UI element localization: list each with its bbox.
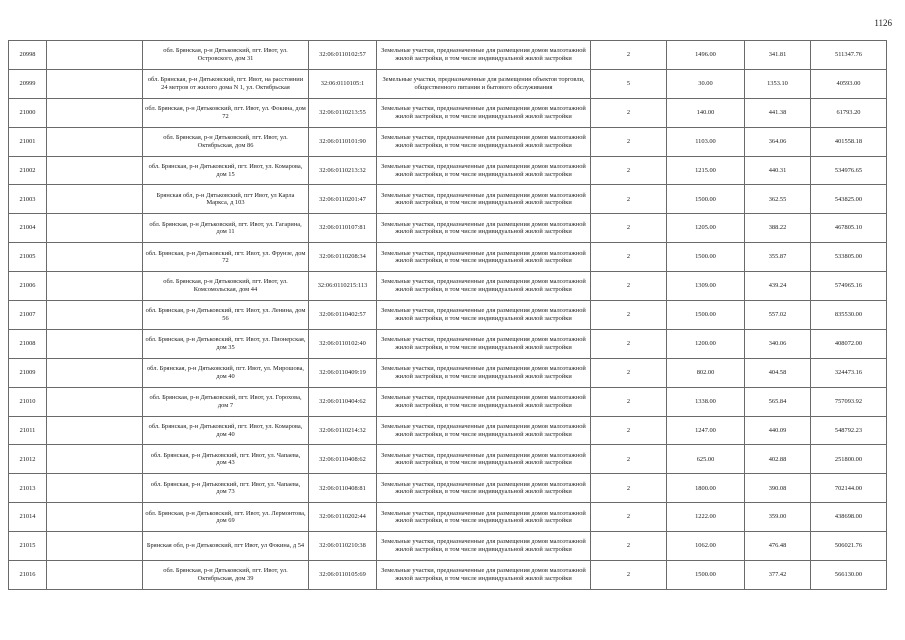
area-cell: 1309.00 bbox=[667, 272, 745, 301]
address-cell: обл. Брянская, р-н Дятьковский, пгт. Ивот, ул. Ленина, дом 56 bbox=[143, 301, 309, 330]
spacer-cell bbox=[47, 301, 143, 330]
table-row bbox=[9, 532, 887, 561]
cadastral-value-cell: 506021.76 bbox=[811, 532, 887, 561]
area-cell: 1500.00 bbox=[667, 243, 745, 272]
area-cell: 1800.00 bbox=[667, 474, 745, 503]
cadastral-value-cell: 61793.20 bbox=[811, 98, 887, 127]
cadastral-value-cell: 438698.00 bbox=[811, 503, 887, 532]
row-number-cell: 21003 bbox=[9, 185, 47, 214]
land-use-cell: Земельные участки, предназначенные для размещения домов малоэтажной жилой застройки, в том числе индивидуальной жилой застройки bbox=[377, 243, 591, 272]
address-cell: обл. Брянская, р-н Дятьковский, пгт. Ивот, ул. Лермонтова, дом 69 bbox=[143, 503, 309, 532]
cadastral-number-cell: 32:06:0110102:57 bbox=[309, 41, 377, 70]
table-row bbox=[9, 329, 887, 358]
area-cell: 1496.00 bbox=[667, 41, 745, 70]
land-use-cell: Земельные участки, предназначенные для размещения домов малоэтажной жилой застройки, в том числе индивидуальной жилой застройки bbox=[377, 358, 591, 387]
spacer-cell bbox=[47, 127, 143, 156]
group-cell: 2 bbox=[591, 243, 667, 272]
row-number-cell: 20999 bbox=[9, 69, 47, 98]
cadastral-value-cell: 835530.00 bbox=[811, 301, 887, 330]
group-cell: 2 bbox=[591, 474, 667, 503]
area-cell: 1500.00 bbox=[667, 561, 745, 590]
table-row bbox=[9, 503, 887, 532]
cadastral-value-table bbox=[8, 40, 887, 590]
land-use-cell: Земельные участки, предназначенные для размещения домов малоэтажной жилой застройки, в том числе индивидуальной жилой застройки bbox=[377, 98, 591, 127]
row-number-cell: 21016 bbox=[9, 561, 47, 590]
table-row bbox=[9, 387, 887, 416]
spacer-cell bbox=[47, 214, 143, 243]
specific-value-cell: 440.31 bbox=[745, 156, 811, 185]
cadastral-number-cell: 32:06:0110402:57 bbox=[309, 301, 377, 330]
cadastral-number-cell: 32:06:0110201:47 bbox=[309, 185, 377, 214]
cadastral-number-cell: 32:06:0110215:113 bbox=[309, 272, 377, 301]
table-row bbox=[9, 301, 887, 330]
group-cell: 2 bbox=[591, 387, 667, 416]
row-number-cell: 21014 bbox=[9, 503, 47, 532]
group-cell: 2 bbox=[591, 214, 667, 243]
spacer-cell bbox=[47, 98, 143, 127]
spacer-cell bbox=[47, 532, 143, 561]
spacer-cell bbox=[47, 416, 143, 445]
group-cell: 2 bbox=[591, 98, 667, 127]
table-row bbox=[9, 185, 887, 214]
land-use-cell: Земельные участки, предназначенные для размещения домов малоэтажной жилой застройки, в том числе индивидуальной жилой застройки bbox=[377, 301, 591, 330]
cadastral-value-cell: 534976.65 bbox=[811, 156, 887, 185]
area-cell: 1500.00 bbox=[667, 301, 745, 330]
group-cell: 2 bbox=[591, 41, 667, 70]
address-cell: обл. Брянская, р-н Дятьковский, пгт. Ивот, ул. Пионерская, дом 35 bbox=[143, 329, 309, 358]
land-use-cell: Земельные участки, предназначенные для размещения домов малоэтажной жилой застройки, в том числе индивидуальной жилой застройки bbox=[377, 214, 591, 243]
table-row bbox=[9, 69, 887, 98]
row-number-cell: 21001 bbox=[9, 127, 47, 156]
row-number-cell: 21004 bbox=[9, 214, 47, 243]
address-cell: обл. Брянская, р-н Дятьковский, пгт. Ивот, ул. Фокина, дом 72 bbox=[143, 98, 309, 127]
cadastral-number-cell: 32:06:0110105:1 bbox=[309, 69, 377, 98]
spacer-cell bbox=[47, 243, 143, 272]
specific-value-cell: 341.81 bbox=[745, 41, 811, 70]
page-number: 1126 bbox=[874, 18, 892, 28]
table-row bbox=[9, 98, 887, 127]
row-number-cell: 21013 bbox=[9, 474, 47, 503]
land-use-cell: Земельные участки, предназначенные для размещения домов малоэтажной жилой застройки, в том числе индивидуальной жилой застройки bbox=[377, 445, 591, 474]
spacer-cell bbox=[47, 445, 143, 474]
spacer-cell bbox=[47, 387, 143, 416]
specific-value-cell: 355.87 bbox=[745, 243, 811, 272]
specific-value-cell: 340.06 bbox=[745, 329, 811, 358]
cadastral-number-cell: 32:06:0110210:38 bbox=[309, 532, 377, 561]
specific-value-cell: 388.22 bbox=[745, 214, 811, 243]
group-cell: 2 bbox=[591, 416, 667, 445]
table-row bbox=[9, 41, 887, 70]
specific-value-cell: 359.00 bbox=[745, 503, 811, 532]
land-use-cell: Земельные участки, предназначенные для размещения домов малоэтажной жилой застройки, в том числе индивидуальной жилой застройки bbox=[377, 127, 591, 156]
specific-value-cell: 390.08 bbox=[745, 474, 811, 503]
table-row bbox=[9, 358, 887, 387]
spacer-cell bbox=[47, 561, 143, 590]
land-use-cell: Земельные участки, предназначенные для размещения домов малоэтажной жилой застройки, в том числе индивидуальной жилой застройки bbox=[377, 387, 591, 416]
area-cell: 1215.00 bbox=[667, 156, 745, 185]
table-row bbox=[9, 416, 887, 445]
land-use-cell: Земельные участки, предназначенные для размещения домов малоэтажной жилой застройки, в том числе индивидуальной жилой застройки bbox=[377, 532, 591, 561]
area-cell: 1222.00 bbox=[667, 503, 745, 532]
row-number-cell: 21000 bbox=[9, 98, 47, 127]
cadastral-value-cell: 757093.92 bbox=[811, 387, 887, 416]
address-cell: обл. Брянская, р-н Дятьковский, пгт. Ивот, ул. Чапаева, дом 43 bbox=[143, 445, 309, 474]
cadastral-number-cell: 32:06:0110101:90 bbox=[309, 127, 377, 156]
address-cell: обл. Брянская, р-н Дятьковский, пгт. Ивот, ул. Комсомольская, дом 44 bbox=[143, 272, 309, 301]
table-row bbox=[9, 156, 887, 185]
cadastral-value-cell: 40593.00 bbox=[811, 69, 887, 98]
specific-value-cell: 439.24 bbox=[745, 272, 811, 301]
spacer-cell bbox=[47, 503, 143, 532]
row-number-cell: 21015 bbox=[9, 532, 47, 561]
cadastral-value-cell: 543825.00 bbox=[811, 185, 887, 214]
group-cell: 5 bbox=[591, 69, 667, 98]
area-cell: 1205.00 bbox=[667, 214, 745, 243]
specific-value-cell: 440.09 bbox=[745, 416, 811, 445]
land-use-cell: Земельные участки, предназначенные для размещения домов малоэтажной жилой застройки, в том числе индивидуальной жилой застройки bbox=[377, 156, 591, 185]
cadastral-number-cell: 32:06:0110404:62 bbox=[309, 387, 377, 416]
spacer-cell bbox=[47, 358, 143, 387]
group-cell: 2 bbox=[591, 503, 667, 532]
group-cell: 2 bbox=[591, 185, 667, 214]
area-cell: 1338.00 bbox=[667, 387, 745, 416]
area-cell: 30.00 bbox=[667, 69, 745, 98]
cadastral-value-cell: 251800.00 bbox=[811, 445, 887, 474]
specific-value-cell: 404.58 bbox=[745, 358, 811, 387]
specific-value-cell: 476.48 bbox=[745, 532, 811, 561]
land-use-cell: Земельные участки, предназначенные для размещения домов малоэтажной жилой застройки, в том числе индивидуальной жилой застройки bbox=[377, 474, 591, 503]
spacer-cell bbox=[47, 329, 143, 358]
specific-value-cell: 402.88 bbox=[745, 445, 811, 474]
spacer-cell bbox=[47, 69, 143, 98]
group-cell: 2 bbox=[591, 127, 667, 156]
area-cell: 1200.00 bbox=[667, 329, 745, 358]
group-cell: 2 bbox=[591, 445, 667, 474]
land-use-cell: Земельные участки, предназначенные для размещения домов малоэтажной жилой застройки, в том числе индивидуальной жилой застройки bbox=[377, 329, 591, 358]
cadastral-number-cell: 32:06:0110408:81 bbox=[309, 474, 377, 503]
cadastral-value-cell: 467805.10 bbox=[811, 214, 887, 243]
land-use-cell: Земельные участки, предназначенные для размещения объектов торговли, общественного питания и бытового обслуживания bbox=[377, 69, 591, 98]
address-cell: обл. Брянская, р-н Дятьковский, пгт. Ивот, ул. Фрунзе, дом 72 bbox=[143, 243, 309, 272]
cadastral-value-cell: 511347.76 bbox=[811, 41, 887, 70]
table-row bbox=[9, 272, 887, 301]
group-cell: 2 bbox=[591, 532, 667, 561]
cadastral-number-cell: 32:06:0110213:55 bbox=[309, 98, 377, 127]
cadastral-value-cell: 533805.00 bbox=[811, 243, 887, 272]
address-cell: обл. Брянская, р-н Дятьковский, пгт. Ивот, ул. Октябрьская, дом 86 bbox=[143, 127, 309, 156]
cadastral-number-cell: 32:06:0110214:32 bbox=[309, 416, 377, 445]
land-use-cell: Земельные участки, предназначенные для размещения домов малоэтажной жилой застройки, в том числе индивидуальной жилой застройки bbox=[377, 272, 591, 301]
group-cell: 2 bbox=[591, 301, 667, 330]
address-cell: обл. Брянская, р-н Дятьковский, пгт. Ивот, ул. Островского, дом 31 bbox=[143, 41, 309, 70]
address-cell: обл. Брянская, р-н Дятьковский, пгт. Ивот, ул. Комарова, дом 40 bbox=[143, 416, 309, 445]
spacer-cell bbox=[47, 272, 143, 301]
row-number-cell: 21006 bbox=[9, 272, 47, 301]
table-row bbox=[9, 474, 887, 503]
spacer-cell bbox=[47, 156, 143, 185]
table-body bbox=[9, 41, 887, 590]
row-number-cell: 21005 bbox=[9, 243, 47, 272]
table-row bbox=[9, 561, 887, 590]
row-number-cell: 21002 bbox=[9, 156, 47, 185]
address-cell: обл. Брянская, р-н Дятьковский, пгт. Ивот, ул. Октябрьская, дом 39 bbox=[143, 561, 309, 590]
specific-value-cell: 362.55 bbox=[745, 185, 811, 214]
cadastral-value-cell: 702144.00 bbox=[811, 474, 887, 503]
area-cell: 802.00 bbox=[667, 358, 745, 387]
cadastral-number-cell: 32:06:0110408:62 bbox=[309, 445, 377, 474]
address-cell: обл. Брянская, р-н Дятьковский, пгт. Ивот, ул. Чапаева, дом 73 bbox=[143, 474, 309, 503]
row-number-cell: 21009 bbox=[9, 358, 47, 387]
cadastral-value-cell: 408072.00 bbox=[811, 329, 887, 358]
cadastral-number-cell: 32:06:0110409:19 bbox=[309, 358, 377, 387]
group-cell: 2 bbox=[591, 272, 667, 301]
land-use-cell: Земельные участки, предназначенные для размещения домов малоэтажной жилой застройки, в том числе индивидуальной жилой застройки bbox=[377, 561, 591, 590]
area-cell: 1062.00 bbox=[667, 532, 745, 561]
specific-value-cell: 1353.10 bbox=[745, 69, 811, 98]
group-cell: 2 bbox=[591, 358, 667, 387]
group-cell: 2 bbox=[591, 329, 667, 358]
land-use-cell: Земельные участки, предназначенные для размещения домов малоэтажной жилой застройки, в том числе индивидуальной жилой застройки bbox=[377, 416, 591, 445]
cadastral-value-cell: 324473.16 bbox=[811, 358, 887, 387]
row-number-cell: 21011 bbox=[9, 416, 47, 445]
spacer-cell bbox=[47, 185, 143, 214]
table-row bbox=[9, 243, 887, 272]
specific-value-cell: 565.84 bbox=[745, 387, 811, 416]
area-cell: 1103.00 bbox=[667, 127, 745, 156]
row-number-cell: 21008 bbox=[9, 329, 47, 358]
row-number-cell: 20998 bbox=[9, 41, 47, 70]
cadastral-value-cell: 566130.00 bbox=[811, 561, 887, 590]
address-cell: обл. Брянская, р-н Дятьковский, пгт. Ивот, ул. Комарова, дом 15 bbox=[143, 156, 309, 185]
specific-value-cell: 364.06 bbox=[745, 127, 811, 156]
row-number-cell: 21010 bbox=[9, 387, 47, 416]
group-cell: 2 bbox=[591, 156, 667, 185]
cadastral-value-cell: 548792.23 bbox=[811, 416, 887, 445]
address-cell: обл. Брянская, р-н Дятьковский, пгт. Ивот, ул. Гагарина, дом 11 bbox=[143, 214, 309, 243]
row-number-cell: 21007 bbox=[9, 301, 47, 330]
land-use-cell: Земельные участки, предназначенные для размещения домов малоэтажной жилой застройки, в том числе индивидуальной жилой застройки bbox=[377, 41, 591, 70]
specific-value-cell: 377.42 bbox=[745, 561, 811, 590]
cadastral-value-cell: 574965.16 bbox=[811, 272, 887, 301]
cadastral-number-cell: 32:06:0110213:32 bbox=[309, 156, 377, 185]
group-cell: 2 bbox=[591, 561, 667, 590]
address-cell: Брянская обл, р-н Дятьковский, пгт Ивот, ул Фокина, д 54 bbox=[143, 532, 309, 561]
area-cell: 1247.00 bbox=[667, 416, 745, 445]
address-cell: обл. Брянская, р-н Дятьковский, пгт. Ивот, на расстоянии 24 метров от жилого дома N 1, ул. Октябрьская bbox=[143, 69, 309, 98]
land-use-cell: Земельные участки, предназначенные для размещения домов малоэтажной жилой застройки, в том числе индивидуальной жилой застройки bbox=[377, 503, 591, 532]
spacer-cell bbox=[47, 41, 143, 70]
specific-value-cell: 441.38 bbox=[745, 98, 811, 127]
row-number-cell: 21012 bbox=[9, 445, 47, 474]
specific-value-cell: 557.02 bbox=[745, 301, 811, 330]
cadastral-number-cell: 32:06:0110102:40 bbox=[309, 329, 377, 358]
area-cell: 1500.00 bbox=[667, 185, 745, 214]
cadastral-number-cell: 32:06:0110202:44 bbox=[309, 503, 377, 532]
table-row bbox=[9, 214, 887, 243]
cadastral-value-cell: 401558.18 bbox=[811, 127, 887, 156]
cadastral-number-cell: 32:06:0110105:69 bbox=[309, 561, 377, 590]
address-cell: Брянская обл, р-н Дятьковский, пгт Ивот, ул Карла Маркса, д 103 bbox=[143, 185, 309, 214]
area-cell: 140.00 bbox=[667, 98, 745, 127]
spacer-cell bbox=[47, 474, 143, 503]
land-use-cell: Земельные участки, предназначенные для размещения домов малоэтажной жилой застройки, в том числе индивидуальной жилой застройки bbox=[377, 185, 591, 214]
cadastral-number-cell: 32:06:0110208:34 bbox=[309, 243, 377, 272]
area-cell: 625.00 bbox=[667, 445, 745, 474]
address-cell: обл. Брянская, р-н Дятьковский, пгт. Ивот, ул. Мирошова, дом 40 bbox=[143, 358, 309, 387]
address-cell: обл. Брянская, р-н Дятьковский, пгт. Ивот, ул. Горохова, дом 7 bbox=[143, 387, 309, 416]
table-row bbox=[9, 127, 887, 156]
table-row bbox=[9, 445, 887, 474]
cadastral-number-cell: 32:06:0110107:81 bbox=[309, 214, 377, 243]
